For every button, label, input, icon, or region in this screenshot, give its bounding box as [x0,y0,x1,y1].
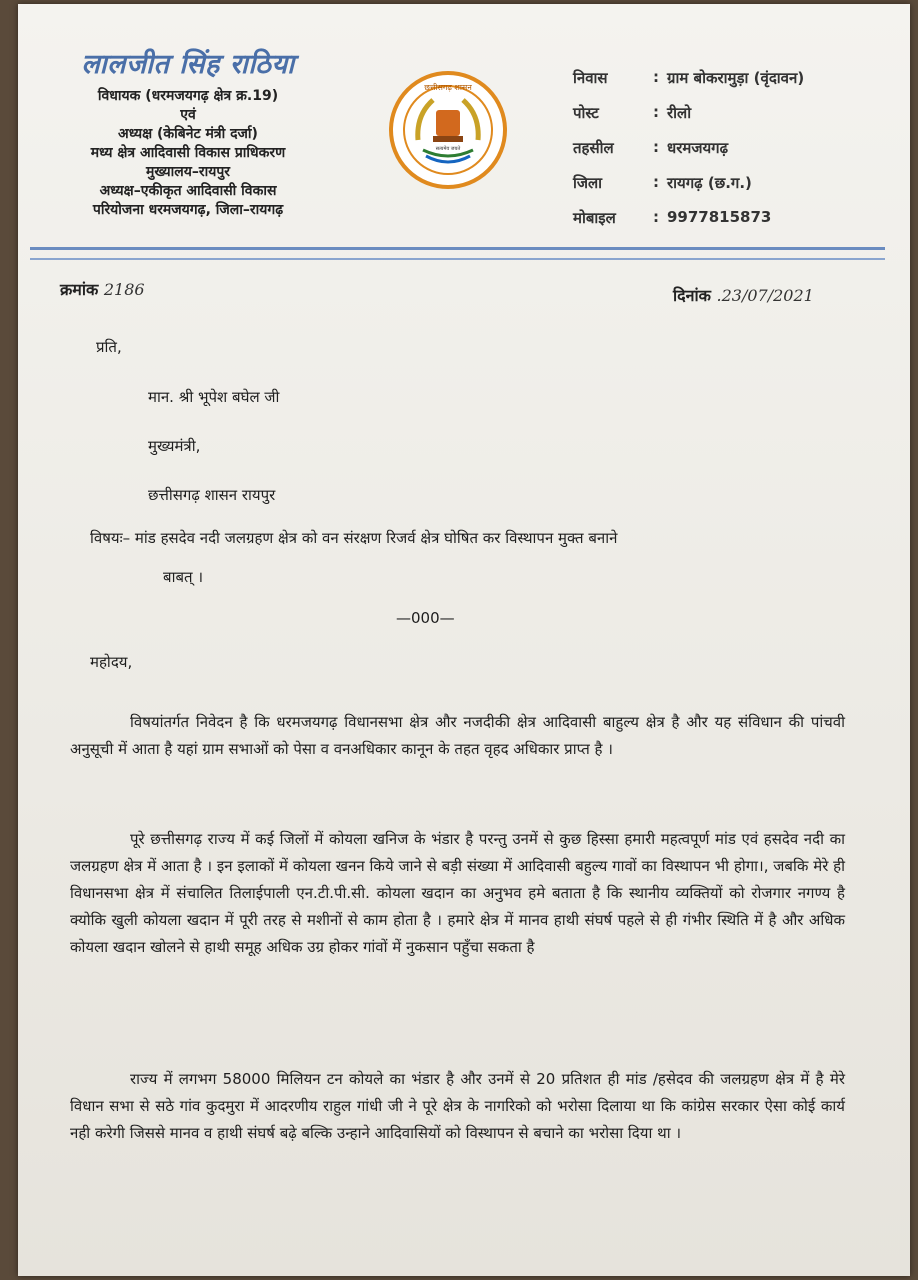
body-paragraph: राज्य में लगभग 58000 मिलियन टन कोयले का भंडार है और उनमें से 20 प्रतिशत ही मांड /हसेदव की जलग्रहण क्षेत्र में है मेरे विधान सभा से सठे गांव कुदमुरा में आदरणीय राहुल गांधी जी ने पूरे क्षेत्र के नागरिको को भरोसा दिलाया था कि कांग्रेस सरकार ऐसा कोई कार्य नही करेगी जिससे मानव व हाथी संघर्ष बढ़े बल्कि उन्हाने आदिवासियों को विस्थापन से बचाने का भरोसा दिया था । [70,1070,845,1142]
contact-label: निवास [573,69,608,87]
contact-row [573,173,893,208]
salutation: महोदय, [90,653,133,671]
contact-value: रायगढ़ (छ.ग.) [667,174,752,192]
subject-text: मांड हसदेव नदी जलग्रहण क्षेत्र को वन संरक्षण रिजर्व क्षेत्र घोषित कर विस्थापन मुक्त बनाने [134,529,618,547]
letterhead-left [18,44,358,220]
date-value: .23/07/2021 [716,286,814,305]
designation-line: एवं [180,107,196,123]
designation-line: अध्यक्ष (केबिनेट मंत्री दर्जा) [118,126,258,142]
emblem-top-text: छत्तीसगढ़ शासन [424,83,472,92]
letter-date [673,284,814,306]
contact-row [573,103,893,138]
section-divider: —000— [396,609,455,627]
contact-label: पोस्ट [573,104,599,122]
designation-line: अध्यक्ष–एकीकृत आदिवासी विकास [99,183,277,199]
designation-line: मध्य क्षेत्र आदिवासी विकास प्राधिकरण [90,145,286,161]
contact-value: 9977815873 [667,208,772,226]
emblem-motto-text: सत्यमेव जयते [435,146,461,152]
recipient-office: छत्तीसगढ़ शासन रायपुर [148,486,276,504]
contact-separator: : [653,103,659,121]
contact-label: मोबाइल [573,209,616,227]
contact-label: तहसील [573,139,614,157]
contact-value: धरमजयगढ़ [667,139,729,157]
contact-separator: : [653,68,659,86]
sender-name: लालजीत सिंह राठिया [81,49,295,80]
contact-row [573,68,893,103]
contact-separator: : [653,208,659,226]
body-paragraph: विषयांतर्गत निवेदन है कि धरमजयगढ़ विधानसभा क्षेत्र और नजदीकी क्षेत्र आदिवासी बाहुल्य क्षेत्र है और यह संविधान की पांचवी अनुसूची में आता है यहां ग्राम सभाओं को पेसा व वनअधिकार कानून के तहत वृहद अधिकार प्राप्त है । [70,713,845,758]
contact-separator: : [653,173,659,191]
recipient-title: मुख्यमंत्री, [148,437,201,455]
contact-label: जिला [573,174,603,192]
reference-label: क्रमांक [60,280,99,299]
contact-separator: : [653,138,659,156]
subject-continuation: बाबत् । [163,568,204,586]
contact-row [573,208,893,243]
subject-line [90,528,850,548]
date-label: दिनांक [673,286,711,305]
reference-number [60,278,145,300]
contact-row [573,138,893,173]
subject-label: विषयः– [90,529,131,547]
body-paragraph: पूरे छत्तीसगढ़ राज्य में कई जिलों में कोयला खनिज के भंडार है परन्तु उनमें से कुछ हिस्सा हमारी महत्वपूर्ण मांड एवं हसदेव नदी का जलग्रहण क्षेत्र में आता है । इन इलाकों में कोयला खनन किये जाने से बड़ी संख्या में आदिवासी बहुल्य गावों का विस्थापन भी होगा।, जबकि मेरे ही विधानसभा क्षेत्र में संचालित तिलाईपाली एन.टी.पी.सी. कोयला खदान का अनुभव हमे बताता है कि स्थानीय व्यक्तियों को रोजगार नगण्य है क्योकि खुली कोयला खदान में पूरी तरह से मशीनों से काम होता है । हमारे क्षेत्र में मानव हाथी संघर्ष पहले से ही गंभीर स्थिति में है और अधिक कोयला खदान खोलने से हाथी समूह अधिक उग्र होकर गांवों में नुकसान पहुँचा सकता है [70,830,845,956]
reference-value: 2186 [103,280,145,299]
designation-line: विधायक (धरमजयगढ़ क्षेत्र क्र.19) [97,88,279,104]
header-divider [30,258,885,260]
letterhead-contact [573,68,893,243]
recipient-name: मान. श्री भूपेश बघेल जी [148,388,280,406]
letter-page [18,4,910,1276]
designation-line: मुख्यालय–रायपुर [145,164,231,180]
designation-line: परियोजना धरमजयगढ़, जिला–रायगढ़ [92,202,284,218]
header-divider [30,247,885,250]
recipient-prefix: प्रति, [96,338,122,356]
contact-value: ग्राम बोकरामुड़ा (वृंदावन) [667,69,805,87]
contact-value: रीलो [667,104,692,122]
chhattisgarh-emblem-icon [388,70,508,190]
